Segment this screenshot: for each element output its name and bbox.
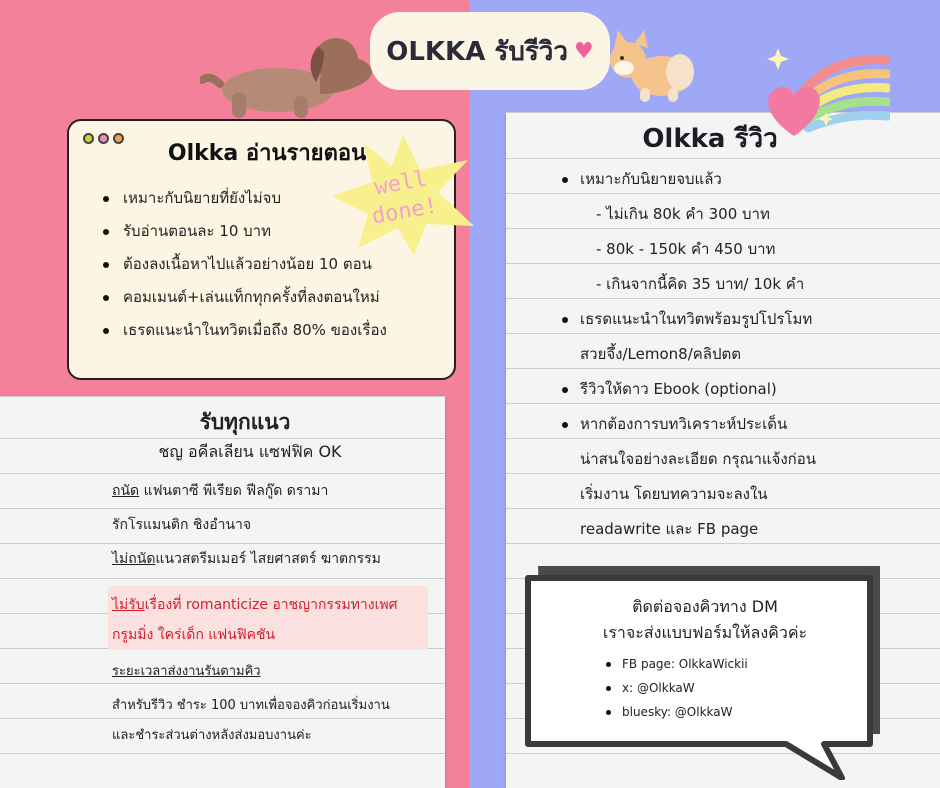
good-genres-line <box>112 480 328 502</box>
list-item: เหมาะกับนิยายจบแล้ว <box>556 162 916 197</box>
dachshund-dog-icon <box>200 28 380 120</box>
list-item-continued: readawrite และ FB page <box>580 520 759 538</box>
contact-list <box>600 652 748 724</box>
list-item: รีวิวให้ดาว Ebook (optional) <box>556 372 916 407</box>
corgi-dog-icon <box>600 26 700 106</box>
list-item: เธรดแนะนำในทวิตเมื่อถึง 80% ของเรื่อง <box>97 314 430 347</box>
yellow-dot-icon <box>83 133 94 144</box>
not-good-genres-text: แนวสตรีมเมอร์ ไสยศาสตร์ ฆาตกรรม <box>155 551 381 567</box>
not-good-genres-label: ไม่ถนัด <box>112 551 156 567</box>
chapter-reading-heading: Olkka อ่านรายตอน <box>167 141 367 166</box>
list-item-continued: สวยจึ้ง/Lemon8/คลิปตต <box>580 345 741 363</box>
rejected-genres-label: ไม่รับ <box>112 597 145 613</box>
sticker-line1: well <box>372 166 430 201</box>
contact-line-2: เราจะส่งแบบฟอร์มให้ลงคิวค่ะ <box>602 623 808 642</box>
page-title <box>370 12 610 90</box>
heart-icon: ♥ <box>574 38 594 64</box>
not-good-genres-line <box>112 548 381 570</box>
sticker-line2: done! <box>370 193 440 230</box>
good-genres-line-2: รักโรแมนติก ชิงอำนาจ <box>112 517 252 533</box>
list-item-continued: เริ่มงาน โดยบทความจะลงใน <box>580 485 768 503</box>
contact-fb-page: FB page: OlkkaWickii <box>600 652 748 676</box>
well-done-sticker <box>328 130 478 260</box>
window-dots-icon <box>83 133 124 144</box>
contact-line-1: ติดต่อจองคิวทาง DM <box>632 597 778 616</box>
list-item: เหมาะกับนิยายที่ยังไม่จบ <box>97 182 430 215</box>
review-heading: Olkka รีวิว <box>642 124 778 154</box>
price-row: - 80k - 150k คำ 450 บาท <box>596 240 776 258</box>
rejected-genres-line-2: กรูมมิ่ง ใคร่เด็ก แฟนฟิคชัน <box>112 627 276 643</box>
good-genres-text: แฟนตาซี พีเรียด ฟีลกู๊ด ดรามา <box>139 483 329 499</box>
contact-text <box>565 594 845 646</box>
page-title-text: OLKKA รับรีวิว <box>386 36 569 67</box>
genres-heading: รับทุกแนว <box>199 410 291 434</box>
list-item: คอมเมนต์+เล่นแท็กทุกครั้งที่ลงตอนใหม่ <box>97 281 430 314</box>
orange-dot-icon <box>113 133 124 144</box>
list-item: ต้องลงเนื้อหาไปแล้วอย่างน้อย 10 ตอน <box>97 248 430 281</box>
list-item-continued: น่าสนใจอย่างละเอียด กรุณาแจ้งก่อน <box>580 450 817 468</box>
price-row: - เกินจากนี้คิด 35 บาท/ 10k คำ <box>596 275 805 293</box>
review-list <box>556 162 916 547</box>
price-row: - ไม่เกิน 80k คำ 300 บาท <box>596 205 770 223</box>
pink-dot-icon <box>98 133 109 144</box>
list-item: เธรดแนะนำในทวิตพร้อมรูปโปรโมท <box>556 302 916 337</box>
rejected-genres-line <box>112 594 398 616</box>
payment-line-1: สำหรับรีวิว ชำระ 100 บาทเพื่อจองคิวก่อนเริ่มงาน <box>112 698 390 713</box>
list-item: หากต้องการบทวิเคราะห์ประเด็น <box>556 407 916 442</box>
good-genres-label: ถนัด <box>112 483 140 499</box>
contact-bluesky: bluesky: @OlkkaW <box>600 700 748 724</box>
payment-line-2: และชำระส่วนต่างหลังส่งมอบงานค่ะ <box>112 728 312 743</box>
genres-subheading: ชญ อคีลเลียน แซฟฟิค OK <box>158 442 342 461</box>
contact-x: x: @OlkkaW <box>600 676 748 700</box>
timeline-label: ระยะเวลาส่งงานรันตามคิว <box>112 664 261 679</box>
rejected-genres-text: เรื่องที่ romanticize อาชญากรรมทางเพศ <box>144 597 398 613</box>
list-item: รับอ่านตอนละ 10 บาท <box>97 215 430 248</box>
